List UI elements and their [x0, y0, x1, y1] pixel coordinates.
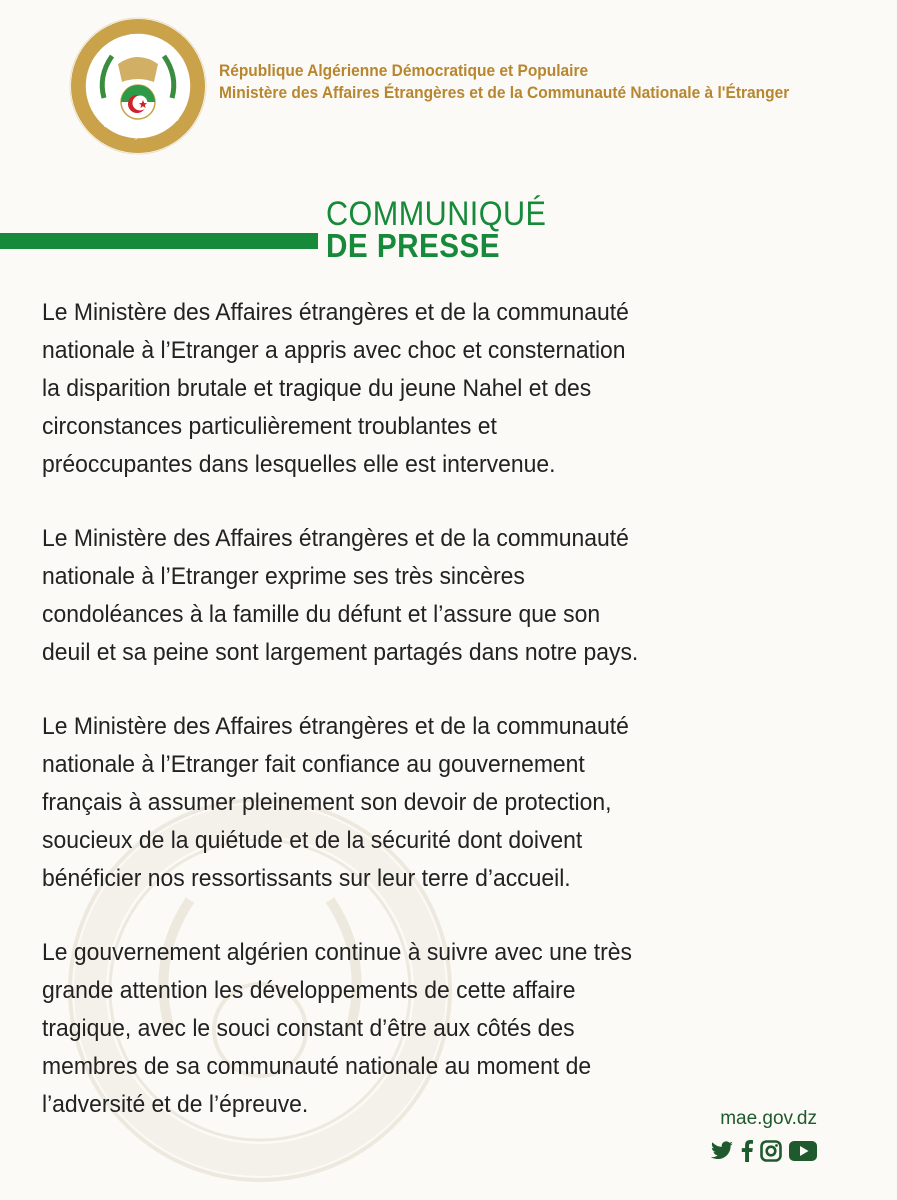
- seal-arabic-text: وزارة الشؤون الخارجية - الجزائر: [87, 32, 189, 73]
- ministry-seal-logo: [68, 16, 208, 156]
- ministry-name: Ministère des Affaires Étrangères et de la Communauté Nationale à l'Étranger: [219, 84, 790, 102]
- paragraph: Le gouvernement algérien continue à suivre avec une très grande attention les développements de cette affaire tragique, avec le souci constant d’être aux côtés des membres de sa communauté nationale au moment de l’adversité et de l’épreuve.: [42, 939, 632, 1118]
- website-link[interactable]: mae.gov.dz: [720, 1108, 817, 1129]
- youtube-icon[interactable]: [789, 1141, 817, 1166]
- press-release-body: [42, 294, 862, 1160]
- title-line-de-presse: DE PRESSE: [326, 227, 501, 264]
- document-title: [326, 195, 571, 264]
- instagram-icon[interactable]: [760, 1140, 782, 1167]
- social-links: [710, 1140, 817, 1167]
- facebook-icon[interactable]: [741, 1140, 753, 1167]
- footer: [710, 1108, 817, 1167]
- paragraph: Le Ministère des Affaires étrangères et de la communauté nationale à l’Etranger exprime ses très sincères condoléances à la famille du défunt et l’assure que son deuil et sa peine sont largement partagés dans notre pays.: [42, 525, 639, 666]
- seal-english-text: Ministry of Foreign Affairs - Algeria: [89, 102, 187, 141]
- twitter-icon[interactable]: [710, 1141, 734, 1166]
- title-accent-bar: [0, 233, 318, 249]
- paragraph: Le Ministère des Affaires étrangères et de la communauté nationale à l’Etranger a appris avec choc et consternation la disparition brutale et tragique du jeune Nahel et des circonstances particulièrement troublantes et préoccupantes dans lesquelles elle est intervenue.: [42, 299, 629, 478]
- title-line-communique: COMMUNIQUÉ: [326, 195, 547, 233]
- header: [219, 60, 826, 104]
- paragraph: Le Ministère des Affaires étrangères et de la communauté nationale à l’Etranger fait confiance au gouvernement français à assumer pleinement son devoir de protection, soucieux de la quiétude et de la sécurité dont doivent bénéficier nos ressortissants sur leur terre d’accueil.: [42, 713, 629, 892]
- republic-name: République Algérienne Démocratique et Populaire: [219, 62, 589, 80]
